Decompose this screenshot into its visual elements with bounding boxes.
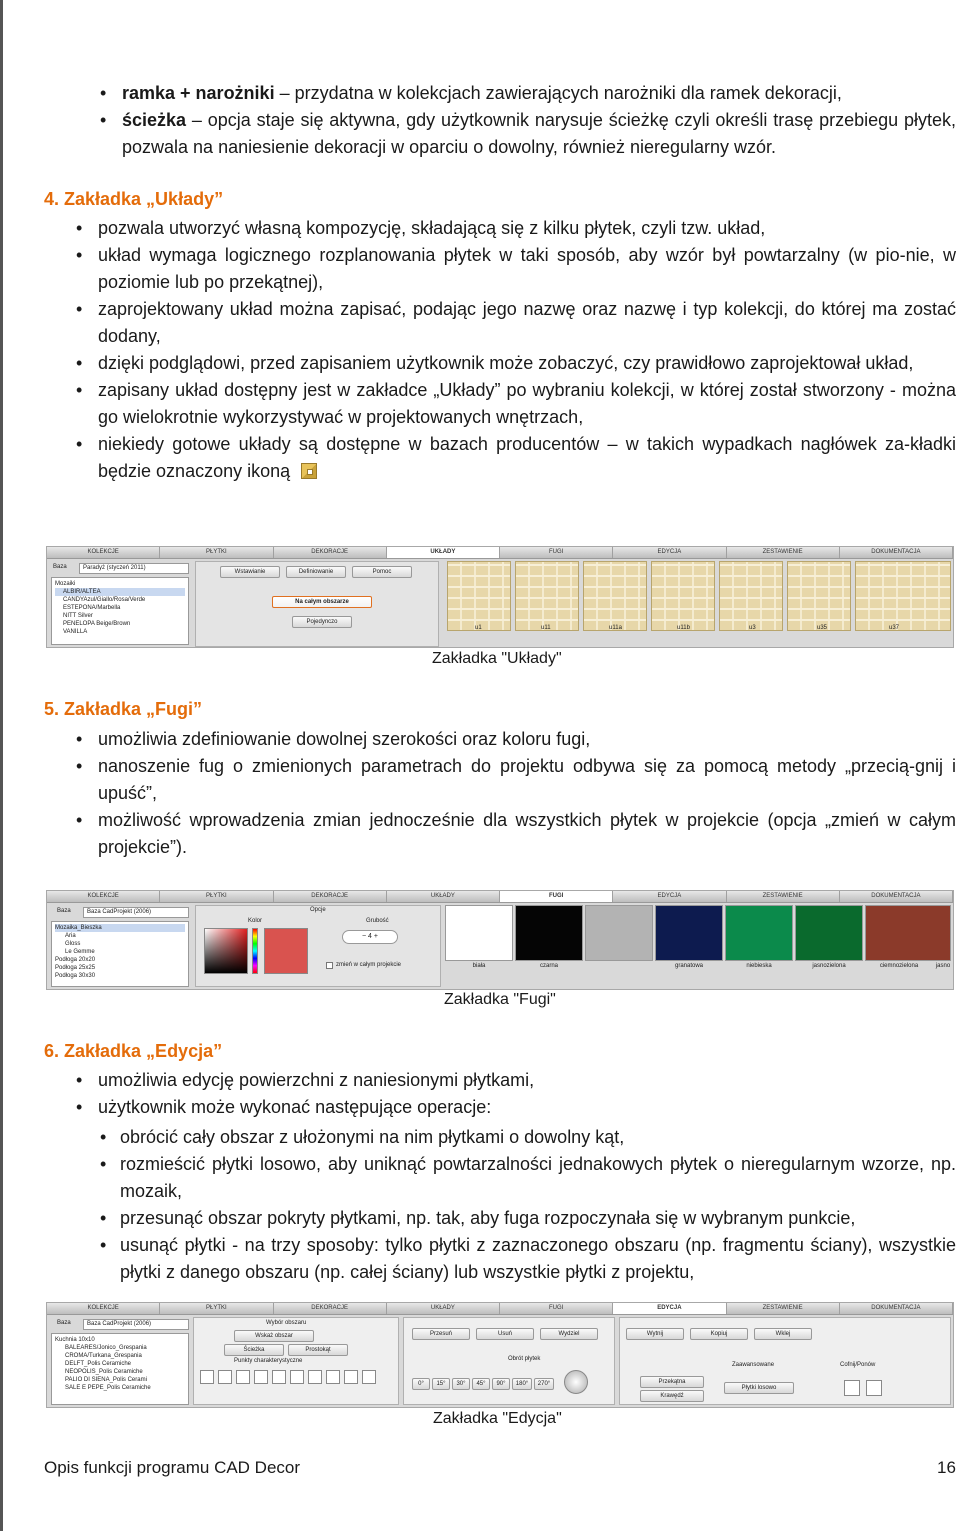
whole-area-button[interactable]: Na całym obszarze — [272, 596, 372, 608]
tab-fugi[interactable]: FUGI — [500, 891, 613, 902]
tab-plytki[interactable]: PŁYTKI — [160, 1303, 273, 1314]
page-number: 16 — [937, 1458, 956, 1477]
section-6-list — [72, 1067, 956, 1121]
angle-button[interactable]: 30° — [452, 1378, 470, 1390]
grout-swatch[interactable] — [725, 905, 793, 961]
collection-tree[interactable] — [51, 921, 189, 987]
swatch-label: biała — [472, 963, 486, 969]
angle-button[interactable]: 15° — [432, 1378, 450, 1390]
swatch-label: czarna — [539, 963, 558, 969]
list-item: • zaprojektowany układ można zapisać, podając jego nazwę oraz nazwę i typ kolekcji, do której ma zostać dodany, — [72, 296, 956, 350]
tab-uklady[interactable]: UKŁADY — [387, 891, 500, 902]
tree-item[interactable]: Podłoga 30x30 — [55, 973, 96, 979]
prev-list — [96, 80, 956, 161]
footer-title: Opis funkcji programu CAD Decor — [44, 1458, 301, 1477]
help-button[interactable]: Pomoc — [352, 566, 412, 578]
angle-button[interactable]: 180° — [512, 1378, 532, 1390]
move-button[interactable]: Przesuń — [412, 1328, 470, 1340]
list-item: • ścieżka – opcja staje się aktywna, gdy użytkownik narysuje ścieżkę czyli określi trasę przebiegu płytek, pozwala na naniesienie dekoracji w oparciu o dowolny, również nieregularny wzór. — [96, 107, 956, 161]
layout-label: u11a — [609, 625, 622, 631]
operations-panel — [403, 1317, 615, 1405]
snap-icon[interactable] — [254, 1370, 268, 1384]
advanced-label: Zaawansowane — [732, 1362, 775, 1368]
list-item: • zapisany układ dostępny jest w zakładce „Układy” po wybraniu kolekcji, w której został stworzony - można go wielokrotnie wykorzystywać w projektowanych wnętrzach, — [72, 377, 956, 431]
tab-zestawienie[interactable]: ZESTAWIENIE — [727, 891, 840, 902]
tab-edycja[interactable]: EDYCJA — [613, 547, 726, 558]
tab-dokumentacja[interactable]: DOKUMENTACJA — [840, 547, 953, 558]
tree-item[interactable]: NITT Silver — [63, 613, 93, 619]
tree-item[interactable]: NEOPOLIS_Polis Ceramiche — [65, 1369, 143, 1375]
list-item: • ramka + narożniki – przydatna w kolekcjach zawierających narożniki dla ramek dekoracji, — [96, 80, 956, 107]
tree-item[interactable]: Aria — [65, 933, 76, 939]
options-panel — [195, 561, 439, 647]
tab-fugi[interactable]: FUGI — [500, 1303, 613, 1314]
screenshot-fugi — [46, 890, 954, 990]
color-label: Kolor — [248, 918, 263, 924]
caption-uklady: Zakładka "Układy" — [432, 650, 562, 667]
width-value: 4 — [368, 933, 372, 940]
tab-kolekcje[interactable]: KOLEKCJE — [47, 547, 160, 558]
tab-uklady[interactable]: UKŁADY — [387, 547, 500, 558]
swatch-label: jasno — [935, 963, 951, 969]
tree-item[interactable]: Kuchnia 10x10 — [55, 1337, 95, 1343]
tab-dokumentacja[interactable]: DOKUMENTACJA — [840, 1303, 953, 1314]
tab-kolekcje[interactable]: KOLEKCJE — [47, 1303, 160, 1314]
tree-item[interactable]: ESTEPONA/Marbella — [63, 605, 121, 611]
list-item: • pozwala utworzyć własną kompozycję, składającą się z kilku płytek, czyli tzw. układ, — [72, 215, 956, 242]
angle-button[interactable]: 45° — [472, 1378, 490, 1390]
list-item: • nanoszenie fug o zmienionych parametrach do projektu odbywa się za pomocą metody „przecią-gnij i upuść”, — [72, 753, 956, 807]
tree-item[interactable]: CROMA/Turkana_Grespania — [65, 1353, 142, 1359]
angle-button[interactable]: 90° — [492, 1378, 510, 1390]
layout-tile[interactable] — [787, 561, 851, 631]
base-label: Baza — [57, 908, 71, 914]
list-item: • możliwość wprowadzenia zmian jednocześnie dla wszystkich płytek w projekcie (opcja „zmień w całym projekcie”). — [72, 807, 956, 861]
collection-tree[interactable] — [51, 577, 189, 645]
grout-swatch[interactable] — [865, 905, 951, 961]
section-6-sublist — [72, 1124, 956, 1286]
caption-edycja: Zakładka "Edycja" — [433, 1410, 562, 1427]
tab-bar — [47, 547, 953, 559]
paste-button[interactable]: Wklej — [754, 1328, 812, 1340]
list-item: • układ wymaga logicznego rozplanowania płytek w taki sposób, aby wzór był powtarzalny (w pio-nie, w poziomie lub po przekątnej), — [72, 242, 956, 296]
caption-fugi: Zakładka "Fugi" — [444, 991, 556, 1008]
random-button[interactable]: Płytki losowo — [724, 1382, 794, 1394]
snap-icon[interactable] — [218, 1370, 232, 1384]
tree-item[interactable]: Mozaiki — [55, 581, 76, 587]
hue-slider[interactable] — [252, 928, 258, 974]
section-5-heading: 5. Zakładka „Fugi” — [44, 699, 203, 719]
tree-item[interactable]: Podłoga 20x20 — [55, 957, 96, 963]
rotate-label: Obrót płytek — [508, 1356, 541, 1362]
section-4-heading: 4. Zakładka „Układy” — [44, 189, 224, 209]
collection-tree[interactable] — [51, 1333, 189, 1405]
extract-button[interactable]: Wydziel — [540, 1328, 598, 1340]
list-item: • dzięki podglądowi, przed zapisaniem użytkownik może zobaczyć, czy prawidłowo zaprojektował układ, — [72, 350, 956, 377]
plus-icon[interactable]: + — [373, 933, 378, 940]
layout-label: u11b — [677, 625, 690, 631]
single-button[interactable]: Pojedynczo — [292, 616, 352, 628]
tab-plytki[interactable]: PŁYTKI — [160, 547, 273, 558]
layout-label: u11 — [541, 625, 551, 631]
rect-button[interactable]: Prostokąt — [288, 1344, 348, 1356]
base-select[interactable]: Paradyż (styczeń 2011) — [79, 563, 189, 574]
list-item: • umożliwia zdefiniowanie dowolnej szerokości oraz koloru fugi, — [72, 726, 956, 753]
tab-edycja[interactable]: EDYCJA — [613, 891, 726, 902]
layout-badge-icon — [301, 463, 317, 479]
layout-label: u37 — [889, 625, 900, 631]
layout-tile[interactable] — [719, 561, 783, 631]
width-stepper[interactable] — [342, 930, 398, 944]
snap-icon[interactable] — [290, 1370, 304, 1384]
tab-fugi[interactable]: FUGI — [500, 547, 613, 558]
list-item: • użytkownik może wykonać następujące operacje: — [72, 1094, 956, 1121]
swatch-label: jasnozielona — [812, 963, 846, 969]
snap-icon[interactable] — [200, 1370, 214, 1384]
base-select[interactable]: Baza CadProjekt (2006) — [83, 1319, 189, 1330]
page-edge — [0, 0, 3, 1531]
base-label: Baza — [53, 564, 67, 570]
undo-redo-label: Cofnij/Ponów — [840, 1362, 876, 1368]
points-label: Punkty charakterystyczne — [234, 1358, 303, 1364]
define-button[interactable]: Definiowanie — [286, 566, 346, 578]
layout-tile[interactable] — [651, 561, 715, 631]
color-preview — [264, 928, 308, 974]
show-area-button[interactable]: Wskaż obszar — [234, 1330, 314, 1342]
cut-button[interactable]: Wytnij — [626, 1328, 684, 1340]
layout-label: u1 — [475, 625, 482, 631]
undo-icon[interactable] — [844, 1380, 860, 1396]
tab-bar — [47, 891, 953, 903]
grout-swatch[interactable] — [585, 905, 653, 961]
snap-icon[interactable] — [308, 1370, 322, 1384]
tree-item[interactable]: PENELOPA Beige/Brown — [63, 621, 131, 627]
snap-icon[interactable] — [236, 1370, 250, 1384]
list-item: • przesunąć obszar pokryty płytkami, np. tak, aby fuga rozpoczynała się w wybranym punkcie, — [72, 1205, 956, 1232]
tree-item[interactable]: CANDYAzul/Giallo/Rosa/Verde — [63, 597, 146, 603]
tree-item[interactable]: BALEARES/Jonico_Grespania — [65, 1345, 147, 1351]
tab-plytki[interactable]: PŁYTKI — [160, 891, 273, 902]
minus-icon[interactable]: − — [362, 933, 367, 940]
tree-item[interactable]: SALE E PEPE_Polis Ceramiche — [65, 1385, 151, 1391]
base-select[interactable]: Baza CadProjekt (2006) — [83, 907, 189, 918]
apply-all-checkbox[interactable] — [326, 962, 333, 969]
layout-label: u3 — [749, 625, 756, 631]
tree-item[interactable]: VANILLA — [63, 629, 88, 635]
area-panel — [193, 1317, 399, 1405]
rotate-knob[interactable] — [564, 1370, 588, 1394]
tab-bar — [47, 1303, 953, 1315]
tab-dekoracje[interactable]: DEKORACJE — [274, 547, 387, 558]
diagonal-button[interactable]: Przekątna — [640, 1376, 704, 1388]
tab-dekoracje[interactable]: DEKORACJE — [274, 891, 387, 902]
layout-tile[interactable] — [855, 561, 951, 631]
swatch-label: granatowa — [674, 963, 704, 969]
list-item: • umożliwia edycję powierzchni z naniesionymi płytkami, — [72, 1067, 956, 1094]
tree-item[interactable]: DELFT_Polis Ceramiche — [65, 1361, 132, 1367]
angle-button[interactable]: 270° — [534, 1378, 554, 1390]
select-area-label: Wybór obszaru — [266, 1320, 307, 1326]
angle-button[interactable]: 0° — [412, 1378, 430, 1390]
tree-item[interactable]: Le Gemme — [65, 949, 95, 955]
tab-edycja[interactable]: EDYCJA — [613, 1303, 726, 1314]
base-label: Baza — [57, 1320, 71, 1326]
options-panel — [195, 905, 441, 987]
snap-icon[interactable] — [362, 1370, 376, 1384]
grout-swatch[interactable] — [655, 905, 723, 961]
tab-zestawienie[interactable]: ZESTAWIENIE — [727, 547, 840, 558]
tree-item[interactable]: PALIO DI SIENA_Polis Cerami — [65, 1377, 147, 1383]
redo-icon[interactable] — [866, 1380, 882, 1396]
apply-all-label: zmień w całym projekcie — [336, 962, 402, 968]
tab-uklady[interactable]: UKŁADY — [387, 1303, 500, 1314]
insert-button[interactable]: Wstawianie — [220, 566, 280, 578]
list-item: • niekiedy gotowe układy są dostępne w bazach producentów – w takich wypadkach nagłówek za-kładki będzie oznaczony ikoną — [72, 431, 956, 485]
snap-icon[interactable] — [272, 1370, 286, 1384]
swatch-label: ciemnozielona — [879, 963, 919, 969]
color-picker[interactable] — [204, 928, 248, 974]
layout-tile[interactable] — [447, 561, 511, 631]
layout-label: u35 — [817, 625, 828, 631]
list-item: • usunąć płytki - na trzy sposoby: tylko płytki z zaznaczonego obszaru (np. fragmentu ściany), wszystkie płytki z danego obszaru (np. całej ściany) lub wszystkie płytki z projektu, — [72, 1232, 956, 1286]
grout-swatch[interactable] — [515, 905, 583, 961]
delete-button[interactable]: Usuń — [476, 1328, 534, 1340]
snap-icon[interactable] — [344, 1370, 358, 1384]
list-item: • rozmieścić płytki losowo, aby uniknąć powtarzalności jednakowych płytek o nieregularnym wzorze, np. mozaik, — [72, 1151, 956, 1205]
grout-swatch[interactable] — [445, 905, 513, 961]
tab-dekoracje[interactable]: DEKORACJE — [274, 1303, 387, 1314]
tree-item[interactable]: ALBIR/ALTEA — [55, 588, 185, 596]
path-button[interactable]: Ścieżka — [224, 1344, 284, 1356]
screenshot-uklady — [46, 546, 954, 648]
section-6-heading: 6. Zakładka „Edycja” — [44, 1041, 223, 1061]
width-label: Grubość — [366, 918, 389, 924]
options-label: Opcje — [310, 907, 326, 913]
tree-item[interactable]: Mozaika_Bieszka — [55, 924, 185, 932]
grout-swatch[interactable] — [795, 905, 863, 961]
tree-item[interactable]: Gloss — [65, 941, 81, 947]
tree-item[interactable]: Podłoga 25x25 — [55, 965, 96, 971]
copy-button[interactable]: Kopiuj — [690, 1328, 748, 1340]
swatch-label: niebieska — [746, 963, 772, 969]
list-item: • obrócić cały obszar z ułożonymi na nim płytkami o dowolny kąt, — [72, 1124, 956, 1151]
section-4-list — [72, 215, 956, 485]
layout-tile[interactable] — [583, 561, 647, 631]
angle-row — [412, 1378, 554, 1390]
tab-zestawienie[interactable]: ZESTAWIENIE — [727, 1303, 840, 1314]
screenshot-edycja — [46, 1302, 954, 1408]
advanced-panel — [619, 1317, 951, 1405]
layout-tile[interactable] — [515, 561, 579, 631]
tab-kolekcje[interactable]: KOLEKCJE — [47, 891, 160, 902]
edge-button[interactable]: Krawędź — [640, 1390, 704, 1402]
snap-icon[interactable] — [326, 1370, 340, 1384]
section-5-list — [72, 726, 956, 861]
tab-dokumentacja[interactable]: DOKUMENTACJA — [840, 891, 953, 902]
